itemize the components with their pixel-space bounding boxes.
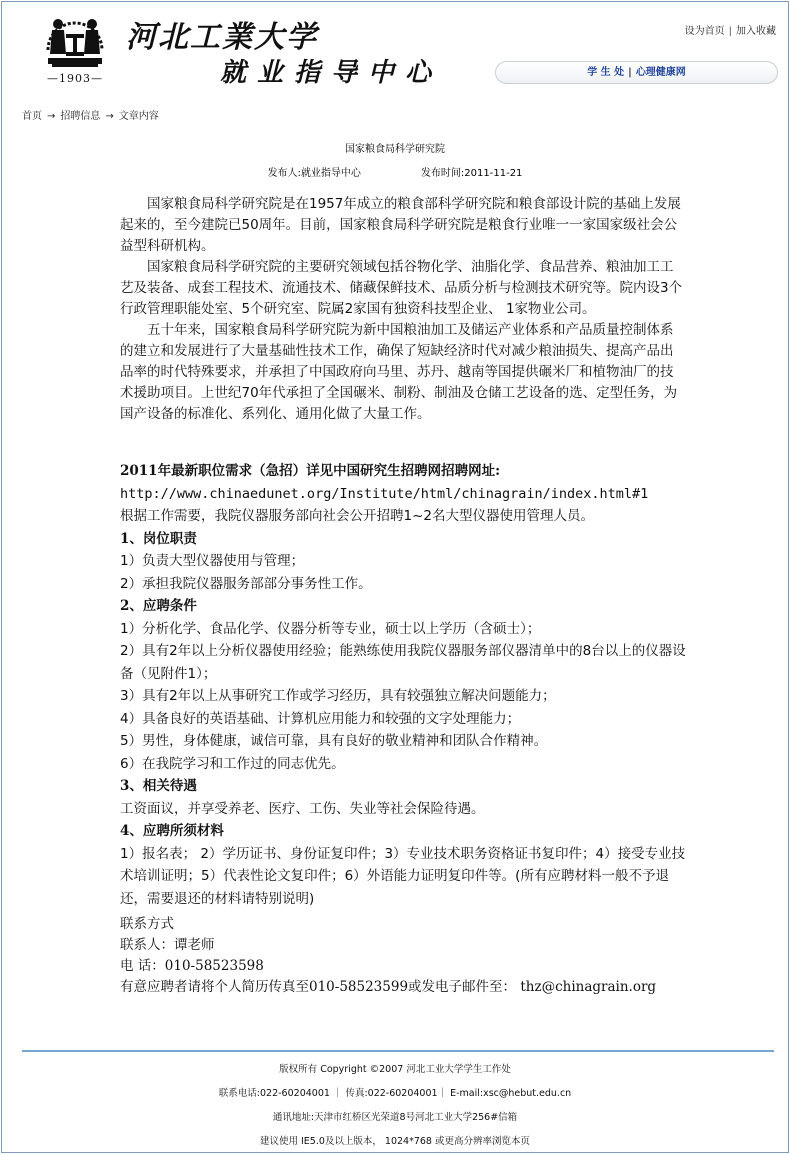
site-footer — [2, 1058, 788, 1153]
contact-person: 联系人：谭老师 — [120, 937, 215, 953]
list-item: 3）具有2年以上从事研究工作或学习经历，具有较强独立解决问题能力； — [120, 688, 556, 704]
list-item: 1）负责大型仪器使用与管理； — [120, 553, 305, 569]
recruit-url: http://www.chinaedunet.org/Institute/html/chinagrain/index.html#1 — [120, 485, 649, 502]
set-homepage-link[interactable]: 设为首页 — [684, 26, 725, 37]
school-name: 河北工業大学 — [126, 20, 318, 55]
mental-health-link[interactable]: 心理健康网 — [635, 67, 686, 78]
recruit-details — [120, 460, 686, 910]
materials-text: 1）报名表； 2）学历证书、身份证复印件；3）专业技术职务资格证书复印件；4）接受专业技术培训证明；5）代表性论文复印件；6）外语能力证明复印件等。(所有应聘材料一般不予退还，需要退还的材料请特别说明) — [120, 845, 686, 907]
footer-copyright: 版权所有 Copyright ©2007 河北工业大学学生工作处 — [279, 1064, 511, 1075]
page-frame — [1, 1, 789, 1153]
list-item: 2）具有2年以上分析仪器使用经验；能熟练使用我院仪器服务部仪器清单中的8台以上的仪器设备（见附件1）； — [120, 643, 686, 682]
list-item: 4）具备良好的英语基础、计算机应用能力和较强的文字处理能力； — [120, 710, 521, 727]
list-item: 5）男性，身体健康，诚信可靠，具有良好的敬业精神和团队合作精神。 — [120, 733, 548, 749]
nav-separator: | — [628, 67, 632, 78]
article-publisher: 发布人:就业指导中心 — [267, 168, 361, 179]
breadcrumb-article: 文章内容 — [118, 111, 159, 122]
breadcrumb — [22, 107, 159, 122]
logo-year: —1903— — [47, 72, 103, 85]
contact-note: 有意应聘者请将个人简历传真至010-58523599或发电子邮件至： thz@chinagrain.org — [120, 979, 657, 995]
recruit-lead: 根据工作需要，我院仪器服务部向社会公开招聘1~2名大型仪器使用管理人员。 — [120, 508, 594, 524]
intro-paragraph: 五十年来，国家粮食局科学研究院为新中国粮油加工及储运产业体系和产品质量控制体系的建立和发展进行了大量基础性技术工作，确保了短缺经济时代对减少粮油损失、提高产品出品率的时代特殊要求，并承担了中国政府向马里、苏丹、越南等国提供碾米厂和植物油厂的技术援助项目。上世纪70年代承担了全国碾米、制粉、制油及仓储工艺设备的选、定型任务，为国产设备的标准化、系列化、通用化做了大量工作。 — [120, 322, 678, 422]
article-intro — [120, 194, 686, 425]
top-links — [685, 22, 776, 37]
header-nav-bar — [495, 61, 778, 84]
footer-tip: 建议使用 IE5.0及以上版本， 1024*768 或更高分辨率浏览本页 — [259, 1136, 531, 1147]
breadcrumb-home[interactable]: 首页 — [22, 111, 42, 122]
list-item: 1）分析化学、食品化学、仪器分析等专业，硕士以上学历（含硕士）； — [120, 620, 541, 637]
breadcrumb-jobs[interactable]: 招聘信息 — [60, 111, 101, 122]
list-item: 2）承担我院仪器服务部部分事务性工作。 — [120, 575, 372, 592]
footer-contact: 联系电话:022-60204001 ｜ 传真:022-60204001｜ E-mail:xsc@hebut.edu.cn — [218, 1088, 572, 1099]
footer-divider — [22, 1050, 774, 1052]
add-favorite-link[interactable]: 加入收藏 — [736, 26, 776, 37]
arrow-right-icon: → — [47, 111, 56, 122]
university-logo[interactable] — [42, 10, 108, 86]
footer-address: 通讯地址:天津市红桥区光荣道8号河北工业大学256#信箱 — [272, 1112, 518, 1123]
contact-phone: 电 话：010-58523598 — [120, 958, 264, 974]
university-emblem-icon — [42, 10, 108, 74]
site-header — [2, 2, 788, 97]
list-item: 6）在我院学习和工作过的同志优先。 — [120, 755, 345, 772]
section-benefits-title: 3、相关待遇 — [120, 778, 197, 794]
top-links-separator: | — [728, 26, 732, 37]
section-requirements-title: 2、应聘条件 — [120, 598, 197, 614]
article-publish-time: 发布时间:2011-11-21 — [420, 168, 523, 179]
contact-heading: 联系方式 — [120, 916, 174, 932]
article-meta — [2, 164, 788, 179]
arrow-right-icon: → — [105, 111, 114, 122]
intro-paragraph: 国家粮食局科学研究院是在1957年成立的粮食部科学研究院和粮食部设计院的基础上发展起来的，至今建院已50周年。目前，国家粮食局科学研究院是粮食行业唯一一家国家级社会公益型科研机构。 — [120, 196, 681, 254]
section-materials-title: 4、应聘所须材料 — [120, 823, 224, 839]
article-title: 国家粮食局科学研究院 — [345, 144, 445, 155]
student-office-link[interactable]: 学 生 处 — [587, 67, 625, 78]
intro-paragraph: 国家粮食局科学研究院的主要研究领域包括谷物化学、油脂化学、食品营养、粮油加工工艺及装备、成套工程技术、流通技术、储藏保鲜技术、品质分析与检测技术研究等。院内设3个行政管理职能处室、5个研究室、院属2家国有独资科技型企业、 1家物业公司。 — [120, 259, 683, 317]
contact-info — [120, 914, 686, 998]
center-name: 就业指导中心 — [220, 58, 443, 88]
recruit-heading: 2011年最新职位需求（急招）详见中国研究生招聘网招聘网址: — [120, 463, 501, 479]
section-duties-title: 1、岗位职责 — [120, 530, 197, 547]
benefits-text: 工资面议，并享受养老、医疗、工伤、失业等社会保险待遇。 — [120, 800, 485, 817]
